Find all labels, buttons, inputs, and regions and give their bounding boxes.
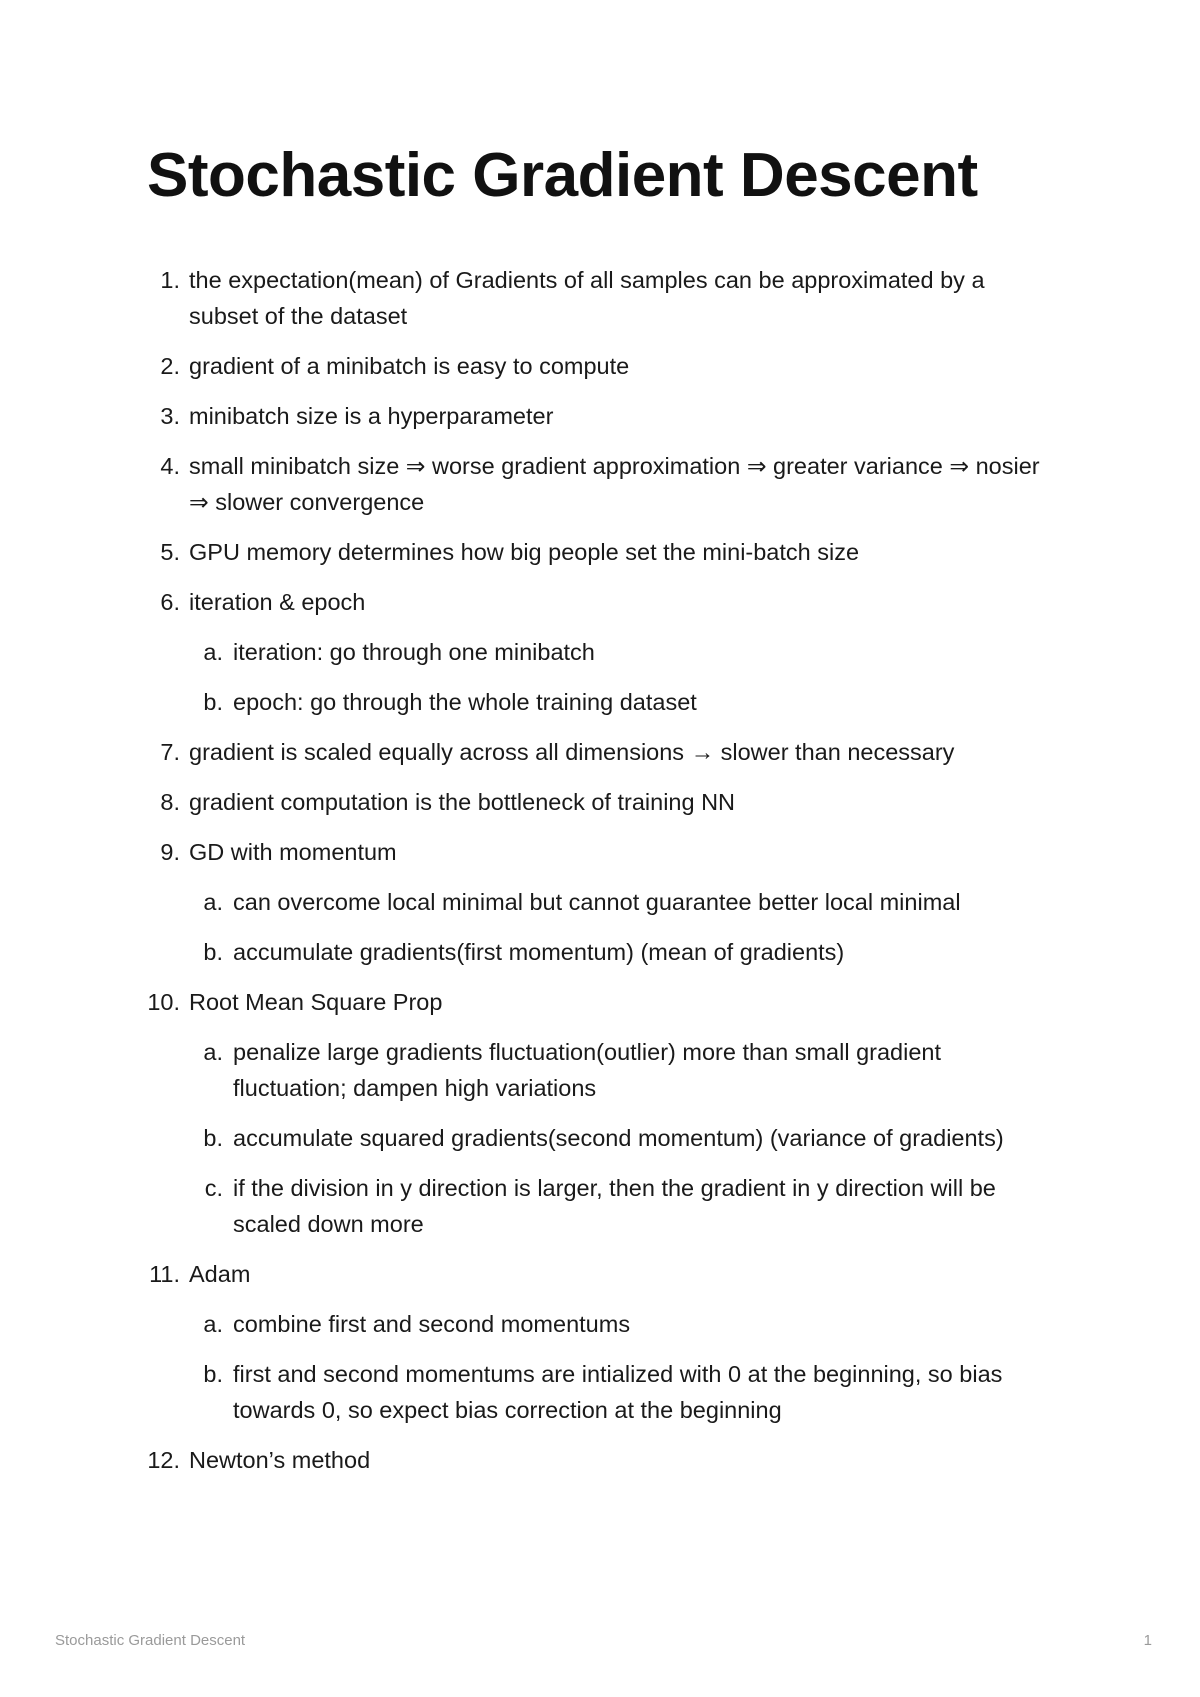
sub-list-item [189, 684, 1060, 720]
list-item-number: 10. [147, 989, 180, 1015]
list-item-number: 11. [149, 1261, 180, 1287]
footer-title: Stochastic Gradient Descent [55, 1632, 246, 1649]
sub-list-item-text: if the division in y direction is larger, then the gradient in y direction will be scaled down more [233, 1175, 996, 1237]
list-item-number: 2. [160, 353, 180, 379]
sub-list-item [189, 634, 1060, 670]
list-item [0, 784, 1200, 820]
list-item-text: Adam [189, 1261, 251, 1287]
list-item-text: the expectation(mean) of Gradients of all samples can be approximated by a subset of the dataset [189, 267, 985, 329]
sub-list-item-letter: a. [203, 639, 223, 665]
sub-list-item-letter: a. [203, 1039, 223, 1065]
sub-list-item [189, 1356, 1060, 1428]
list-item-text: gradient of a minibatch is easy to compute [189, 353, 630, 379]
list-item-text: small minibatch size ⇒ worse gradient approximation ⇒ greater variance ⇒ nosier ⇒ slower convergence [189, 453, 1040, 515]
list-item-text: minibatch size is a hyperparameter [189, 403, 554, 429]
list-item-text: Newton’s method [189, 1447, 371, 1473]
sub-list [189, 884, 1060, 970]
sub-list-item [189, 1306, 1060, 1342]
sub-list-item [189, 884, 1060, 920]
list-item-number: 8. [160, 789, 180, 815]
list-item [0, 584, 1200, 720]
list-item [0, 734, 1200, 770]
sub-list-item-text: penalize large gradients fluctuation(outlier) more than small gradient fluctuation; dampen high variations [233, 1039, 941, 1101]
sub-list-item-text: combine first and second momentums [233, 1311, 631, 1337]
sub-list-item-letter: a. [203, 1311, 223, 1337]
sub-list-item-letter: b. [203, 1361, 223, 1387]
list-item [0, 262, 1200, 334]
sub-list-item-text: epoch: go through the whole training dataset [233, 689, 697, 715]
list-item-number: 4. [160, 453, 180, 479]
sub-list-item [189, 1034, 1060, 1106]
list-item-text: GPU memory determines how big people set the mini-batch size [189, 539, 860, 565]
sub-list-item [189, 1120, 1060, 1156]
list-item [0, 1442, 1200, 1478]
sub-list [189, 634, 1060, 720]
list-item-text: iteration & epoch [189, 589, 366, 615]
sub-list-item-letter: b. [203, 939, 223, 965]
list-item [0, 398, 1200, 434]
list-item [0, 834, 1200, 970]
list-item-number: 12. [147, 1447, 180, 1473]
sub-list-item-text: accumulate squared gradients(second momentum) (variance of gradients) [233, 1125, 1004, 1151]
list-item-text: Root Mean Square Prop [189, 989, 443, 1015]
list-item-number: 9. [160, 839, 180, 865]
list-item-text: gradient is scaled equally across all dimensions → slower than necessary [189, 739, 955, 765]
sub-list-item-text: iteration: go through one minibatch [233, 639, 595, 665]
numbered-list [0, 262, 1200, 1492]
list-item [0, 534, 1200, 570]
list-item-text: gradient computation is the bottleneck of training NN [189, 789, 736, 815]
sub-list-item-text: can overcome local minimal but cannot guarantee better local minimal [233, 889, 961, 915]
page-number: 1 [1143, 1632, 1152, 1649]
list-item [0, 1256, 1200, 1428]
sub-list-item-text: first and second momentums are intialized with 0 at the beginning, so bias towards 0, so expect bias correction at the beginning [233, 1361, 1003, 1423]
list-item-number: 7. [160, 739, 180, 765]
sub-list-item-letter: c. [204, 1175, 223, 1201]
list-item [0, 448, 1200, 520]
sub-list-item-letter: b. [203, 1125, 223, 1151]
page-title: Stochastic Gradient Descent [147, 141, 978, 210]
sub-list-item-letter: b. [203, 689, 223, 715]
list-item-text: GD with momentum [189, 839, 397, 865]
sub-list [189, 1034, 1060, 1242]
sub-list-item-text: accumulate gradients(first momentum) (mean of gradients) [233, 939, 845, 965]
sub-list [189, 1306, 1060, 1428]
list-item-number: 5. [160, 539, 180, 565]
list-item [0, 348, 1200, 384]
sub-list-item [189, 934, 1060, 970]
list-item-number: 6. [160, 589, 180, 615]
list-item-number: 1. [160, 267, 180, 293]
list-item-number: 3. [160, 403, 180, 429]
list-item [0, 984, 1200, 1242]
sub-list-item [189, 1170, 1060, 1242]
sub-list-item-letter: a. [203, 889, 223, 915]
